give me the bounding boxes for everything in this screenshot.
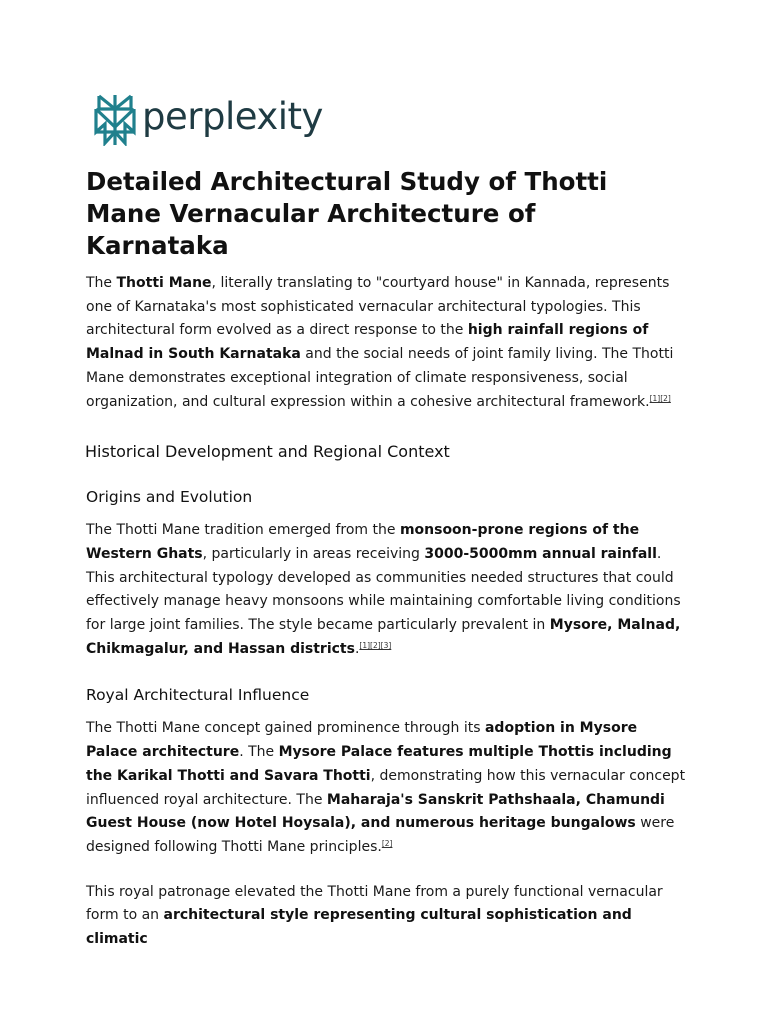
text-run: The Thotti Mane concept gained prominence through its bbox=[86, 720, 485, 737]
text-run: The Thotti Mane tradition emerged from the bbox=[86, 522, 400, 539]
bold-run: Mysore, Malnad, Chikmagalur, and Hassan districts bbox=[86, 617, 681, 657]
text-run: . The bbox=[239, 744, 279, 761]
text-run: and the social needs of joint family living. The Thotti Mane demonstrates exceptional integration of climate responsiveness, social organization, and cultural expression within a cohesive architectural framework. bbox=[86, 346, 674, 410]
text-run: were designed following Thotti Mane principles. bbox=[86, 815, 675, 855]
bold-run: 3000-5000mm annual rainfall bbox=[424, 545, 657, 562]
bold-run: adoption in Mysore Palace architecture bbox=[86, 720, 638, 761]
royal-paragraph bbox=[86, 717, 686, 859]
bold-run: Mysore Palace features multiple Thottis including the Karikal Thotti and Savara Thotti bbox=[86, 744, 672, 784]
bold-run: Thotti Mane bbox=[116, 275, 212, 291]
page-title: Detailed Architectural Study of Thotti Mane Vernacular Architecture of Karnataka bbox=[86, 167, 608, 260]
logo-wordmark: perplexity bbox=[142, 94, 323, 138]
document-body bbox=[86, 166, 686, 973]
origins-paragraph bbox=[86, 519, 686, 661]
bold-run: monsoon-prone regions of the Western Ghats bbox=[86, 522, 640, 562]
patronage-paragraph bbox=[86, 881, 686, 952]
text-run: The bbox=[86, 275, 117, 291]
bold-run: high rainfall regions of Malnad in South Karnataka bbox=[86, 322, 649, 363]
text-run: , particularly in areas receiving bbox=[202, 545, 425, 562]
perplexity-mark-icon bbox=[94, 94, 136, 146]
text-run: . This architectural typology developed as communities needed structures that could effectively manage heavy monsoons while maintaining comfortable living conditions for large joint families. The style became particularly prevalent in bbox=[86, 545, 681, 634]
text-run: , demonstrating how this vernacular concept influenced royal architecture. The bbox=[86, 767, 686, 808]
intro-paragraph bbox=[86, 272, 686, 414]
bold-run: Maharaja's Sanskrit Pathshaala, Chamundi Guest House (now Hotel Hoysala), and numerous heritage bungalows bbox=[86, 791, 665, 832]
citation-link[interactable]: [2] bbox=[381, 838, 393, 848]
text-run: . bbox=[354, 640, 360, 657]
citation-link[interactable]: [1][2] bbox=[649, 393, 671, 403]
section-heading-historical: Historical Development and Regional Context bbox=[85, 442, 450, 462]
subheading-origins: Origins and Evolution bbox=[86, 488, 253, 507]
subheading-royal: Royal Architectural Influence bbox=[86, 686, 310, 705]
text-run: , literally translating to "courtyard house" in Kannada, represents one of Karnataka's most sophisticated vernacular architectural typologies. This architectural form evolved as a direct response to the bbox=[86, 275, 670, 339]
citation-link[interactable]: [1][2][3] bbox=[359, 640, 392, 650]
perplexity-logo bbox=[94, 94, 323, 146]
text-run: This royal patronage elevated the Thotti Mane from a purely functional vernacular form to an bbox=[86, 883, 663, 924]
bold-run: architectural style representing cultural sophistication and climatic bbox=[86, 907, 632, 948]
